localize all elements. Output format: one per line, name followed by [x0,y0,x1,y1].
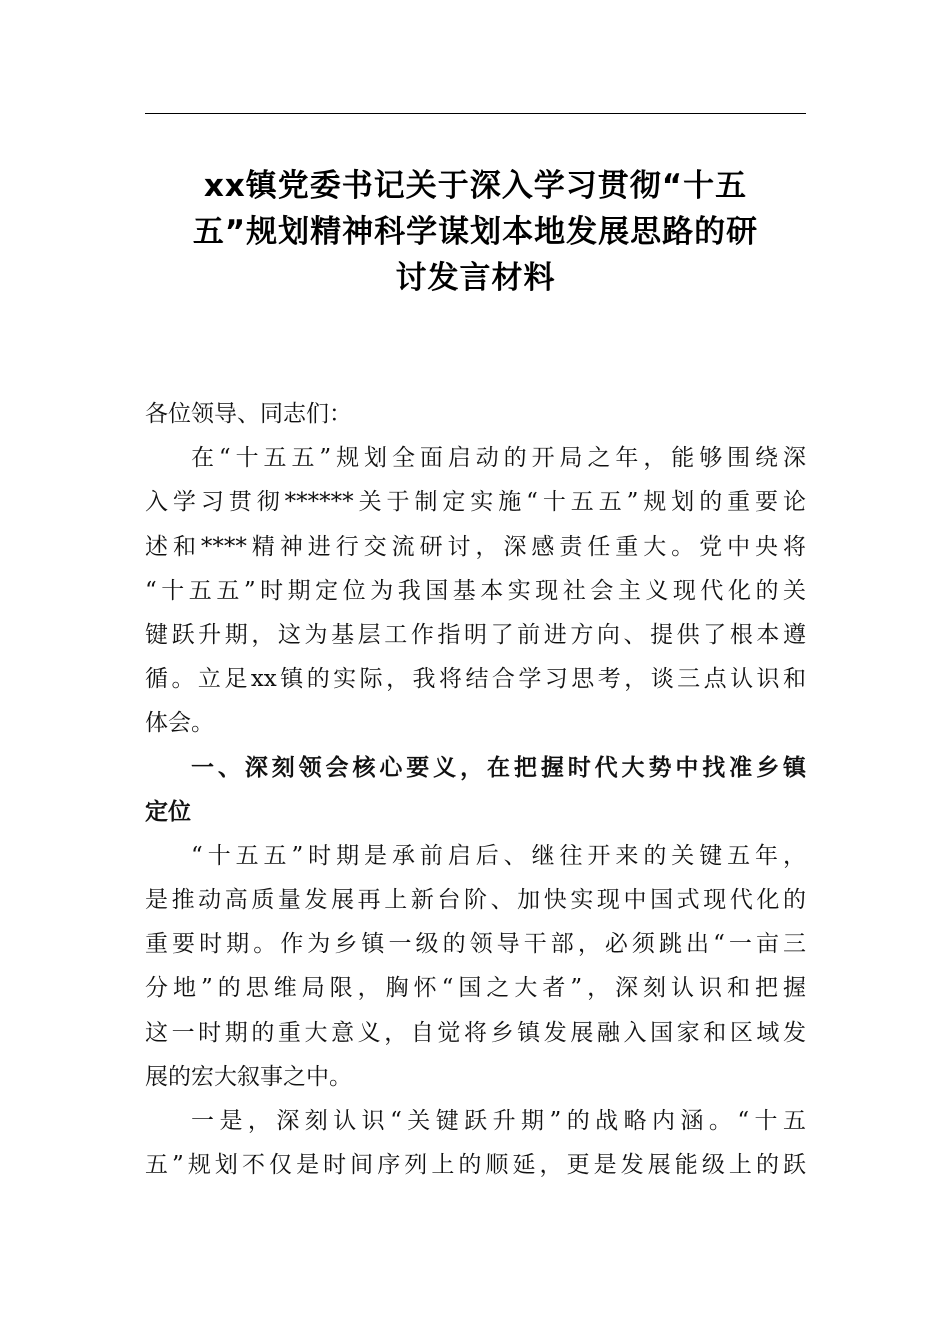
paragraph-line: 一是，深刻认识“关键跃升期”的战略内涵。“十五 [191,1108,806,1134]
document-body [145,392,806,1187]
header-rule [145,113,806,114]
paragraph-line: 这一时期的重大意义，自觉将乡镇发展融入国家和区域发 [145,1019,806,1046]
paragraph-line: 展的宏大叙事之中。 [145,1063,352,1090]
paragraph-line: 体会。 [145,710,214,737]
section-heading: 一、深刻领会核心要义，在把握时代大势中找准乡镇 [191,754,806,781]
paragraph-line: 是推动高质量发展再上新台阶、加快实现中国式现代化的 [145,887,806,914]
paragraph-line: 述和****精神进行交流研讨，深感责任重大。党中央将 [145,533,806,560]
paragraph-line: 重要时期。作为乡镇一级的领导干部，必须跳出“一亩三 [145,931,806,958]
paragraph-line: 循。立足xx镇的实际，我将结合学习思考，谈三点认识和 [145,666,806,693]
title-line: 五”规划精神科学谋划本地发展思路的研 [192,214,759,250]
paragraph-line: 键跃升期，这为基层工作指明了前进方向、提供了根本遵 [145,621,806,648]
section-heading: 定位 [145,798,191,825]
title-line: xx镇党委书记关于深入学习贯彻“十五 [203,168,748,204]
paragraph-line: “十五五”时期是承前启后、继往开来的关键五年， [191,842,806,869]
title-line: 讨发言材料 [395,260,556,296]
document-title [145,163,806,301]
paragraph-line: 五”规划不仅是时间序列上的顺延，更是发展能级上的跃 [145,1152,806,1179]
salutation: 各位领导、同志们： [145,401,352,427]
paragraph-line: 入学习贯彻******关于制定实施“十五五”规划的重要论 [145,489,806,516]
paragraph-line: “十五五”时期定位为我国基本实现社会主义现代化的关 [145,577,806,604]
paragraph-line: 分地”的思维局限，胸怀“国之大者”，深刻认识和把握 [145,975,806,1002]
paragraph-line: 在“十五五”规划全面启动的开局之年，能够围绕深 [191,445,806,472]
